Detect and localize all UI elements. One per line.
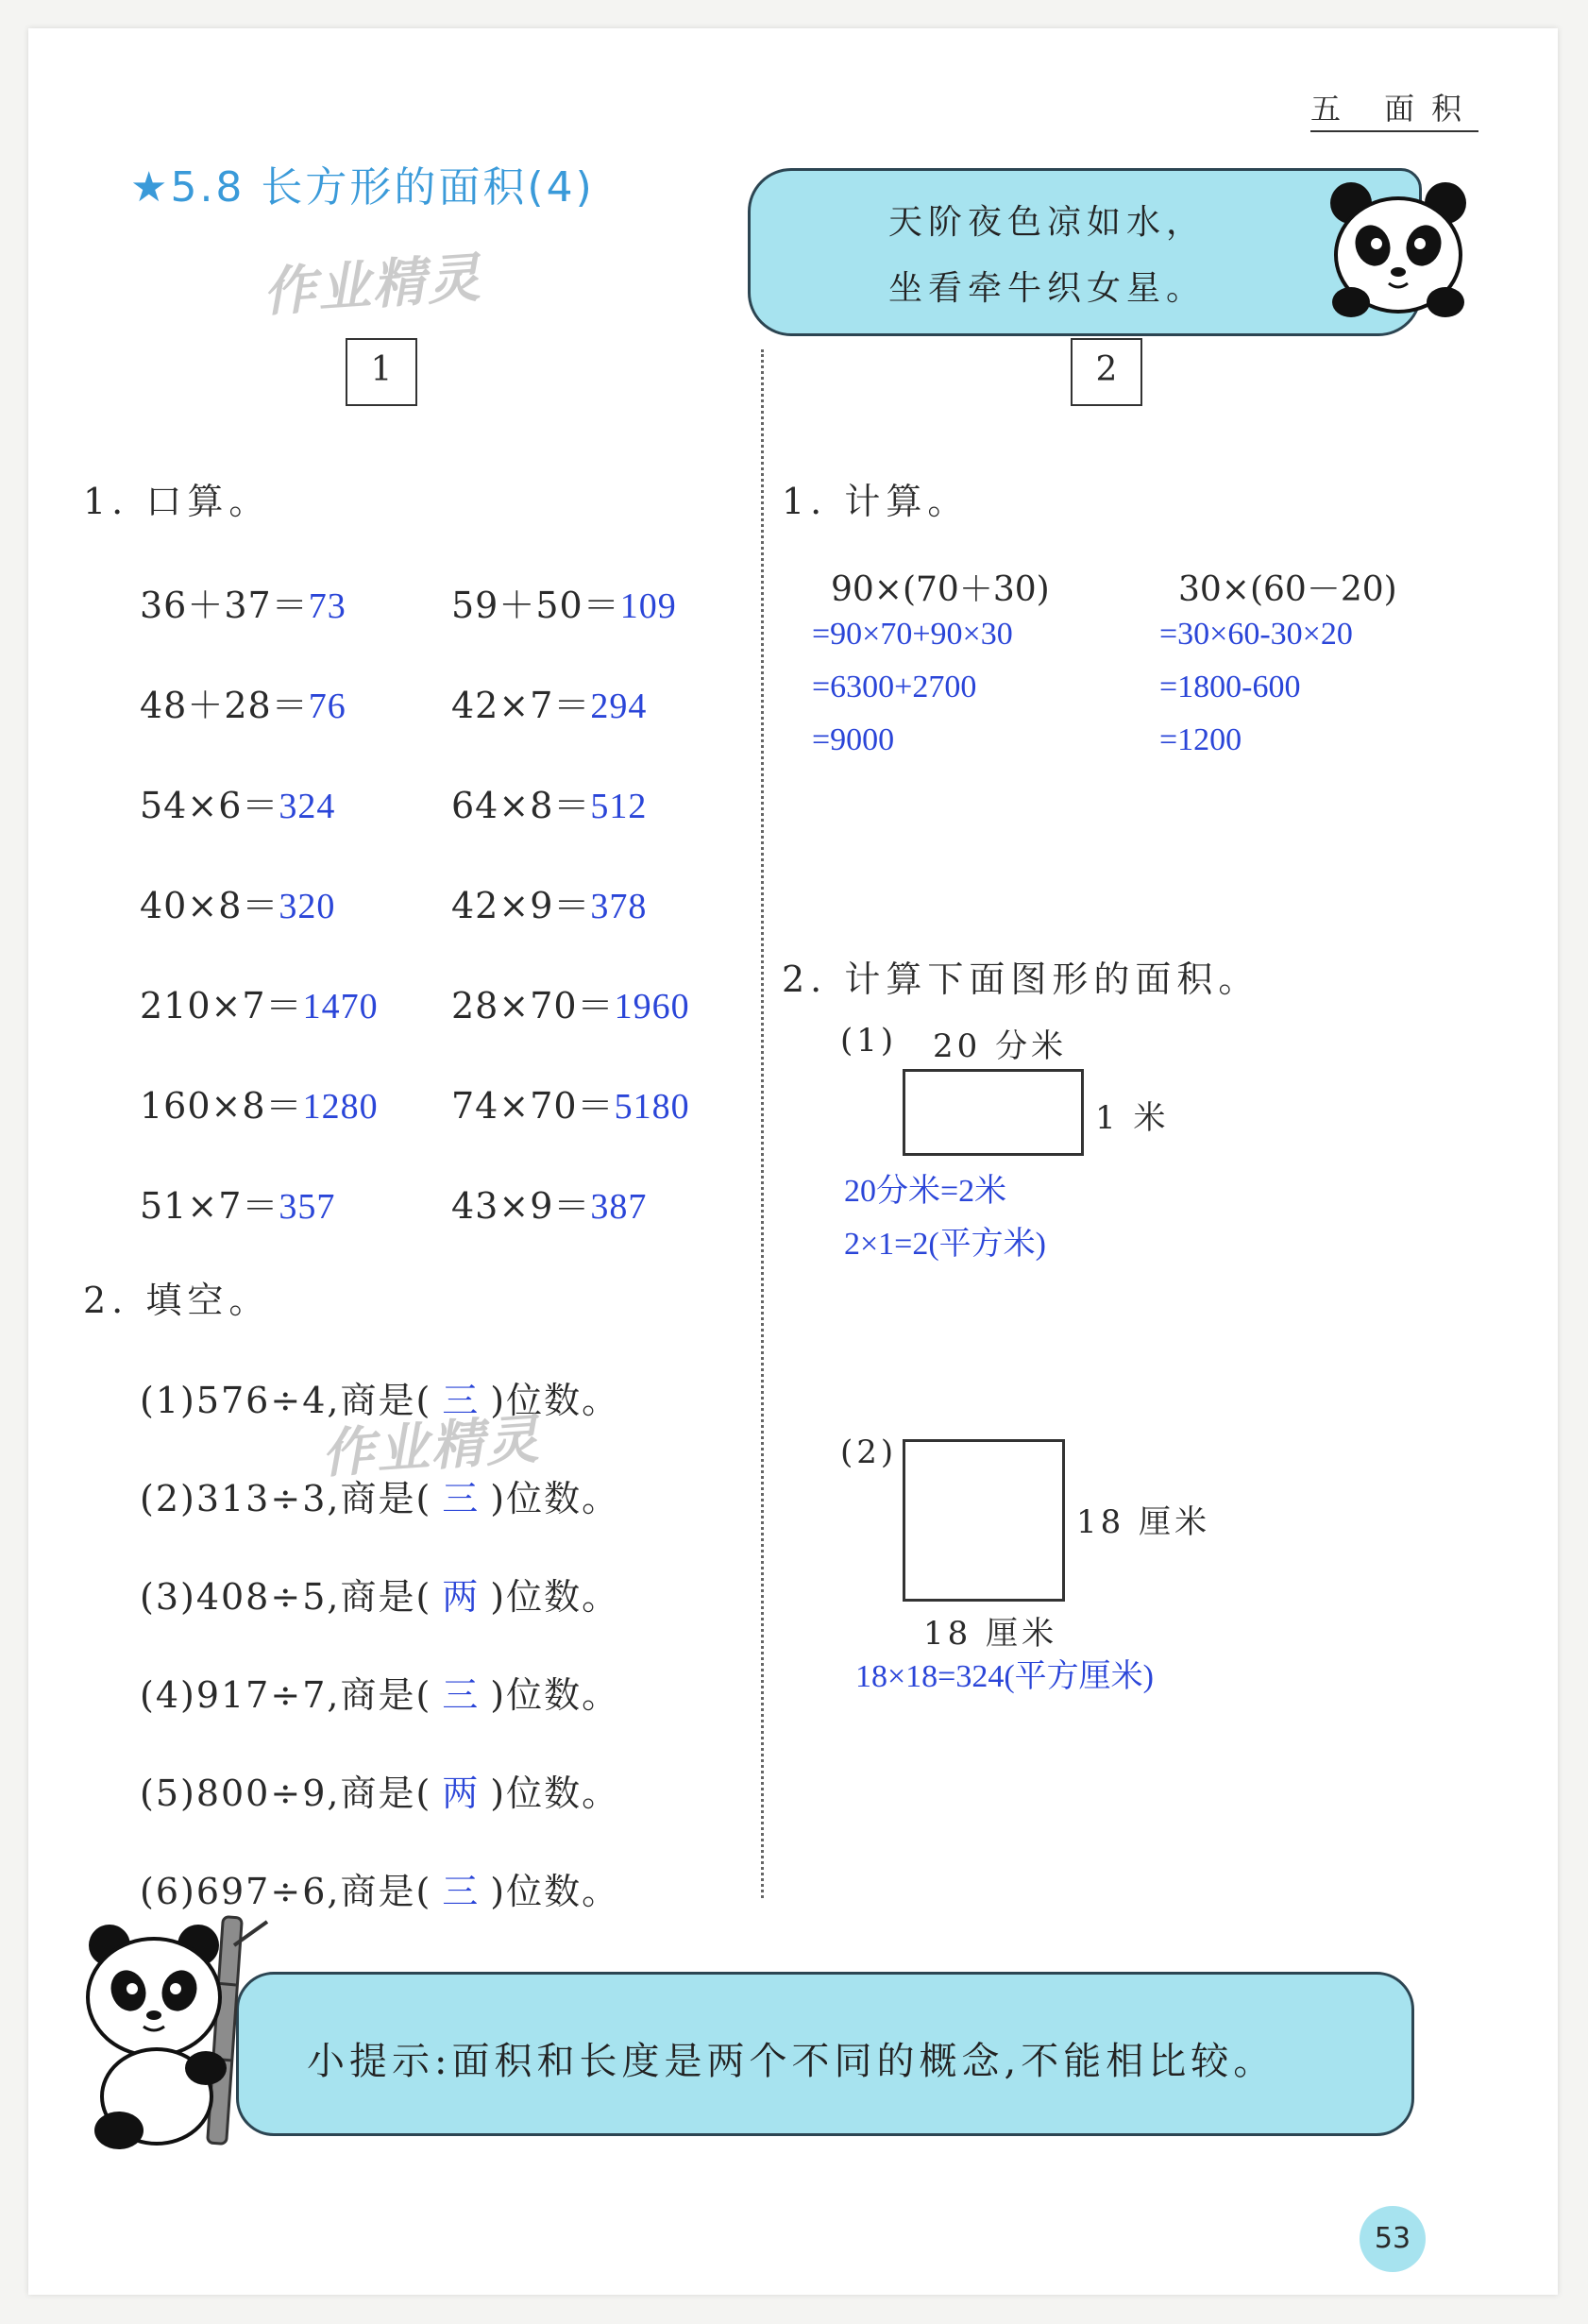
fill-blank-item: (5)800÷9,商是( 两 )位数。 xyxy=(140,1773,620,1814)
rectangle-figure xyxy=(903,1069,1084,1156)
panda-bamboo-icon xyxy=(74,1908,291,2153)
tip-text: 小提示:面积和长度是两个不同的概念,不能相比较。 xyxy=(307,2040,1276,2083)
poem-line-1: 天阶夜色凉如水， xyxy=(888,203,1207,242)
watermark: 作业精灵 xyxy=(261,246,484,325)
fill-blank-item: (1)576÷4,商是( 三 )位数。 xyxy=(140,1380,620,1421)
workbook-page xyxy=(28,28,1558,2295)
tip-box xyxy=(236,1972,1414,2136)
question-heading: 2. 计算下面图形的面积。 xyxy=(782,958,1260,1000)
dimension-label: 20 分米 xyxy=(933,1027,1068,1065)
figure-number: (1) xyxy=(840,1022,898,1060)
question-heading: 2. 填空。 xyxy=(83,1280,271,1321)
lesson-title: ★5.8 长方形的面积(4) xyxy=(130,163,595,212)
chapter-label: 五 面积 xyxy=(1310,85,1478,132)
mental-math-item: 48＋28＝76 xyxy=(140,685,346,726)
area-work: 18×18=324(平方厘米) xyxy=(855,1659,1154,1694)
mental-math-item: 59＋50＝109 xyxy=(451,585,677,626)
mental-math-item: 51×7＝357 xyxy=(140,1185,336,1227)
calc-expression: 90×(70＋30) xyxy=(831,570,1050,609)
dimension-label: 18 厘米 xyxy=(1076,1503,1211,1541)
square-figure xyxy=(903,1439,1065,1602)
calc-work: =30×60-30×20 =1800-600 =1200 xyxy=(1159,617,1353,757)
mental-math-item: 64×8＝512 xyxy=(451,785,648,826)
mental-math-item: 42×9＝378 xyxy=(451,885,648,926)
question-heading: 1. 口算。 xyxy=(83,481,271,522)
mental-math-item: 210×7＝1470 xyxy=(140,985,379,1026)
poem-box xyxy=(748,168,1422,336)
poem-line-2: 坐看牵牛织女星。 xyxy=(888,269,1207,308)
mental-math-item: 74×70＝5180 xyxy=(451,1085,690,1127)
page-number: 53 xyxy=(1360,2206,1426,2272)
mental-math-item: 42×7＝294 xyxy=(451,685,648,726)
dimension-label: 1 米 xyxy=(1095,1099,1170,1137)
column-number-box: 2 xyxy=(1071,338,1142,406)
calc-work: =90×70+90×30 =6300+2700 =9000 xyxy=(812,617,1013,757)
mental-math-item: 43×9＝387 xyxy=(451,1185,648,1227)
mental-math-item: 54×6＝324 xyxy=(140,785,336,826)
mental-math-item: 36＋37＝73 xyxy=(140,585,346,626)
column-number-box: 1 xyxy=(346,338,417,406)
question-heading: 1. 计算。 xyxy=(782,481,970,522)
mental-math-item: 28×70＝1960 xyxy=(451,985,690,1026)
figure-number: (2) xyxy=(840,1433,898,1471)
area-work: 20分米=2米 2×1=2(平方米) xyxy=(844,1174,1046,1262)
watermark: 作业精灵 xyxy=(319,1408,543,1486)
fill-blank-item: (6)697÷6,商是( 三 )位数。 xyxy=(140,1871,620,1912)
fill-blank-item: (2)313÷3,商是( 三 )位数。 xyxy=(140,1478,620,1519)
dimension-label: 18 厘米 xyxy=(923,1615,1058,1653)
fill-blank-item: (3)408÷5,商是( 两 )位数。 xyxy=(140,1576,620,1618)
calc-expression: 30×(60－20) xyxy=(1178,570,1397,609)
mental-math-item: 160×8＝1280 xyxy=(140,1085,379,1127)
column-divider xyxy=(761,349,764,1898)
fill-blank-item: (4)917÷7,商是( 三 )位数。 xyxy=(140,1674,620,1716)
mental-math-item: 40×8＝320 xyxy=(140,885,336,926)
panda-icon xyxy=(1327,179,1469,321)
